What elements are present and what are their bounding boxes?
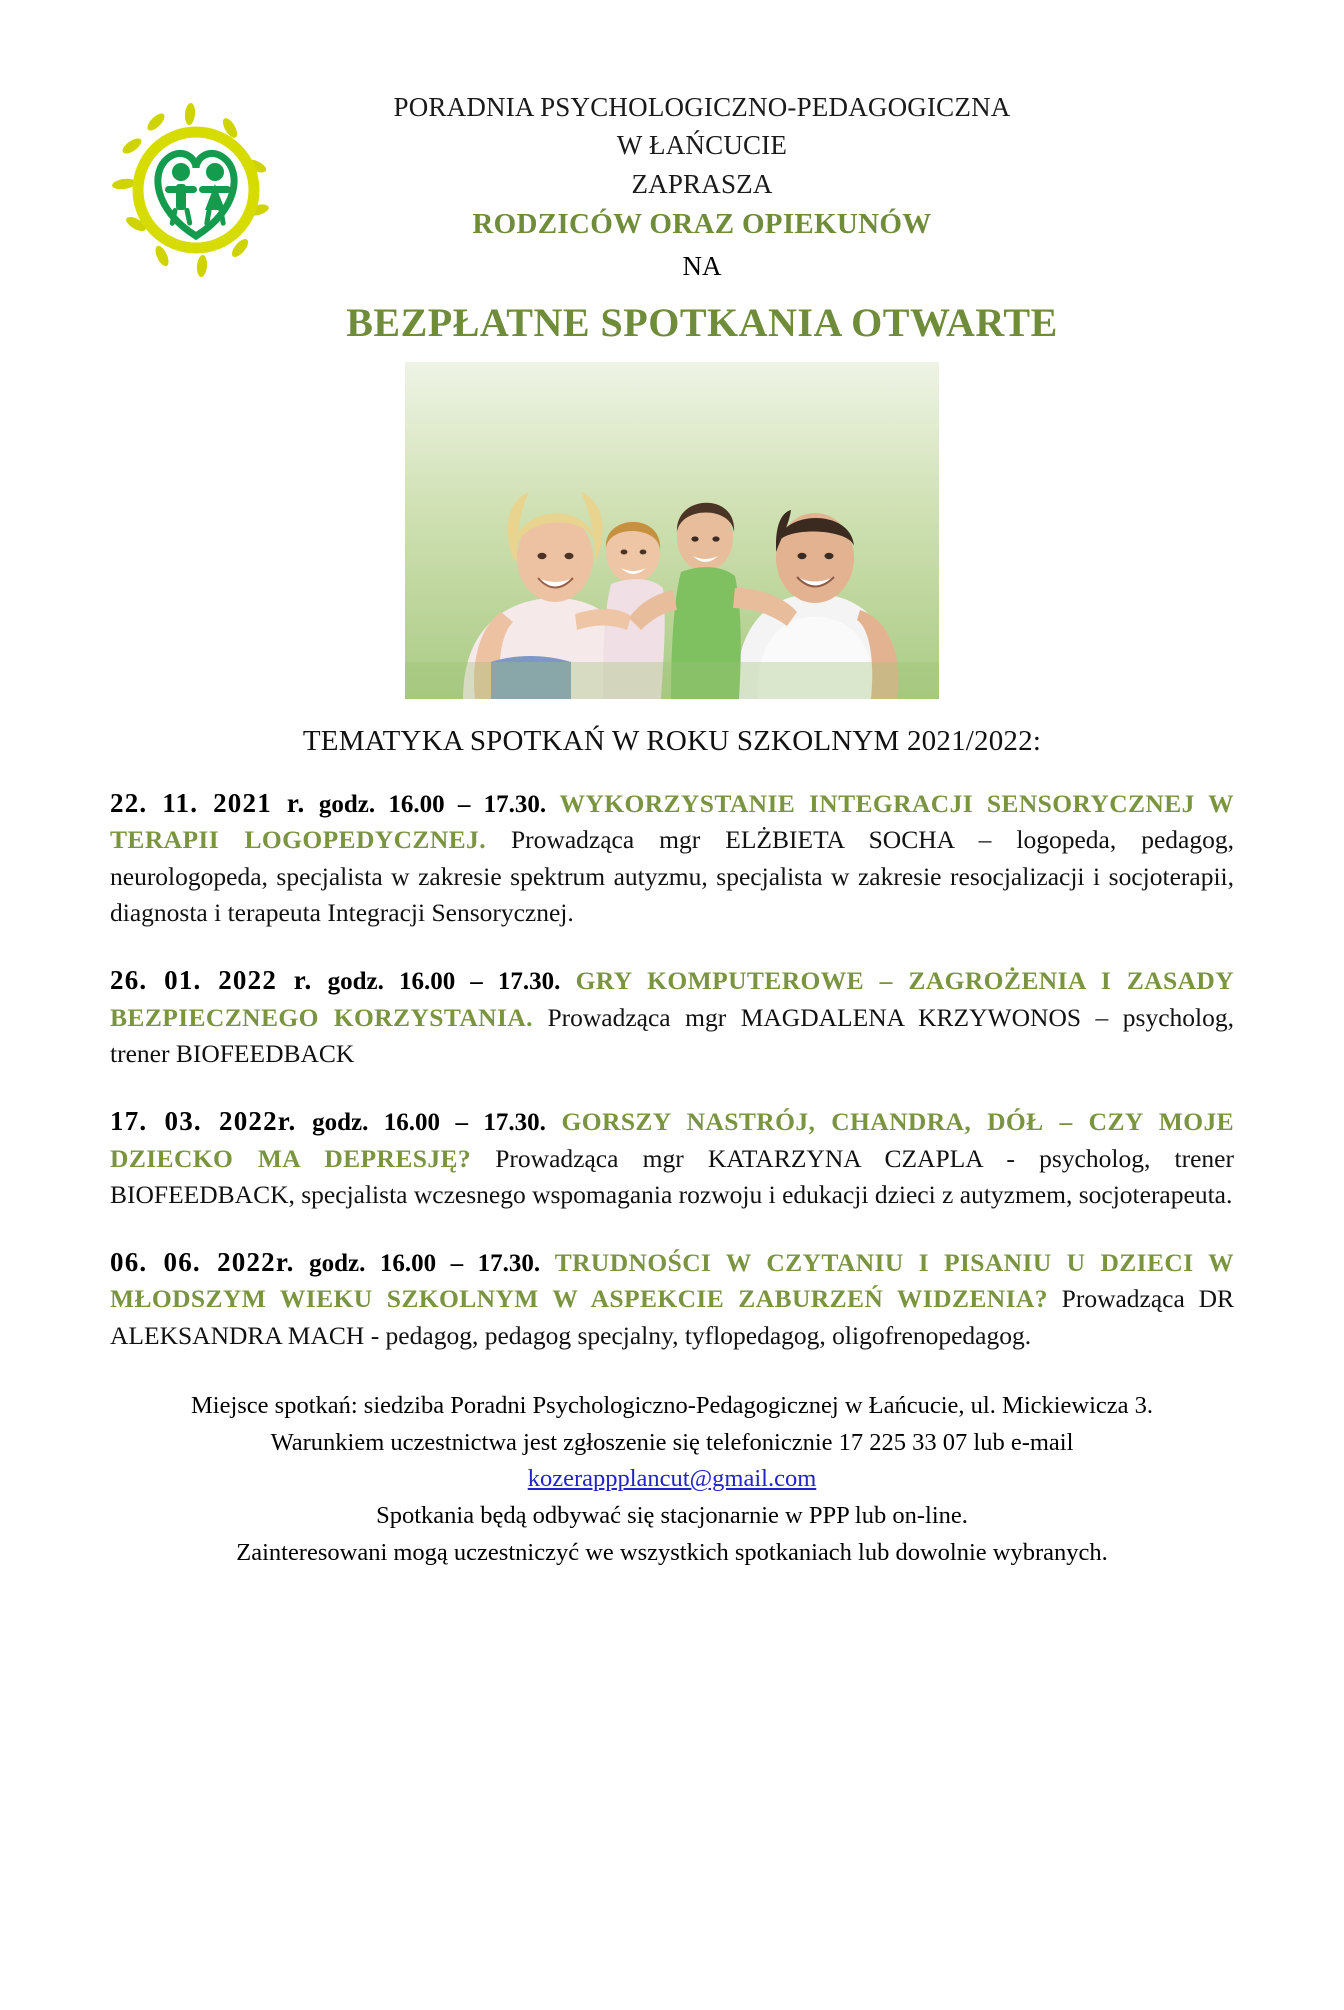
meeting-presenter: Prowadząca mgr ELŻBIETA SOCHA – logopeda, pedagog, neurologopeda, specjalista w zakresie spektrum autyzmu, specjalista w zakresie resocjalizacji i socjoterapii, diagnosta i terapeuta Integracji Sensorycznej. <box>110 825 1235 927</box>
meeting-entry <box>110 1102 1234 1213</box>
header-line-1: PORADNIA PSYCHOLOGICZNO-PEDAGOGICZNA <box>393 92 1011 122</box>
footer-format: Spotkania będą odbywać się stacjonarnie w PPP lub on-line. <box>376 1502 968 1530</box>
contact-email-link[interactable]: kozerappplancut@gmail.com <box>527 1465 817 1493</box>
meeting-topic: WYKORZYSTANIE INTEGRACJI SENSORYCZNEJ W TERAPII LOGOPEDYCZNEJ. <box>110 788 1235 855</box>
footer-info <box>110 1388 1234 1572</box>
schedule-subtitle: TEMATYKA SPOTKAŃ W ROKU SZKOLNYM 2021/2022: <box>302 724 1042 757</box>
meeting-topic: TRUDNOŚCI W CZYTANIU I PISANIU U DZIECI W MŁODSZYM WIEKU SZKOLNYM W ASPEKCIE ZABURZEŃ WIDZENIA? <box>110 1247 1235 1314</box>
header-audience: RODZICÓW ORAZ OPIEKUNÓW <box>472 207 932 240</box>
header-line-2: W ŁAŃCUCIE <box>616 130 788 161</box>
meeting-date: 22. 11. 2021 r. <box>110 787 306 818</box>
header-line-3: ZAPRASZA <box>631 168 773 199</box>
meeting-entry <box>110 1243 1234 1354</box>
meeting-time: godz. 16.00 – 17.30. <box>309 1249 541 1277</box>
page-title: BEZPŁATNE SPOTKANIA OTWARTE <box>346 299 1058 345</box>
meeting-topic: GORSZY NASTRÓJ, CHANDRA, DÓŁ – CZY MOJE DZIECKO MA DEPRESJĘ? <box>110 1107 1235 1173</box>
logo-sun-with-children-icon <box>110 98 280 288</box>
meeting-presenter: Prowadząca DR ALEKSANDRA MACH - pedagog, pedagog specjalny, tyflopedagog, oligofrenopedagog. <box>110 1284 1235 1350</box>
meeting-time: godz. 16.00 – 17.30. <box>318 790 547 818</box>
footer-participation: Zainteresowani mogą uczestniczyć we wszystkich spotkaniach lub dowolnie wybranych. <box>236 1538 1108 1566</box>
meeting-date: 17. 03. 2022r. <box>110 1106 297 1136</box>
photo-container <box>110 362 1234 699</box>
meeting-time: godz. 16.00 – 17.30. <box>312 1109 546 1136</box>
meeting-presenter: Prowadząca mgr MAGDALENA KRZYWONOS – psycholog, trener BIOFEEDBACK <box>110 1002 1235 1068</box>
meeting-date: 06. 06. 2022r. <box>110 1246 295 1277</box>
footer-registration: Warunkiem uczestnictwa jest zgłoszenie się telefonicznie 17 225 33 07 lub e-mail <box>270 1428 1074 1456</box>
meeting-entry <box>110 784 1234 931</box>
meeting-time: godz. 16.00 – 17.30. <box>327 968 561 996</box>
header-line-na: NA <box>682 251 722 282</box>
meeting-topic: GRY KOMPUTEROWE – ZAGROŻENIA I ZASADY BEZPIECZNEGO KORZYSTANIA. <box>110 966 1235 1032</box>
meeting-date: 26. 01. 2022 r. <box>110 965 313 996</box>
meeting-presenter: Prowadząca mgr KATARZYNA CZAPLA - psycholog, trener BIOFEEDBACK, specjalista wczesnego wspomagania rozwoju i edukacji dzieci z autyzmem, socjoterapeuta. <box>110 1143 1234 1209</box>
family-photo <box>405 362 939 699</box>
footer-location: Miejsce spotkań: siedziba Poradni Psychologiczno-Pedagogicznej w Łańcucie, ul. Mickiewicza 3. <box>190 1391 1154 1419</box>
poster-header <box>110 88 1234 346</box>
meeting-entry <box>110 961 1234 1072</box>
